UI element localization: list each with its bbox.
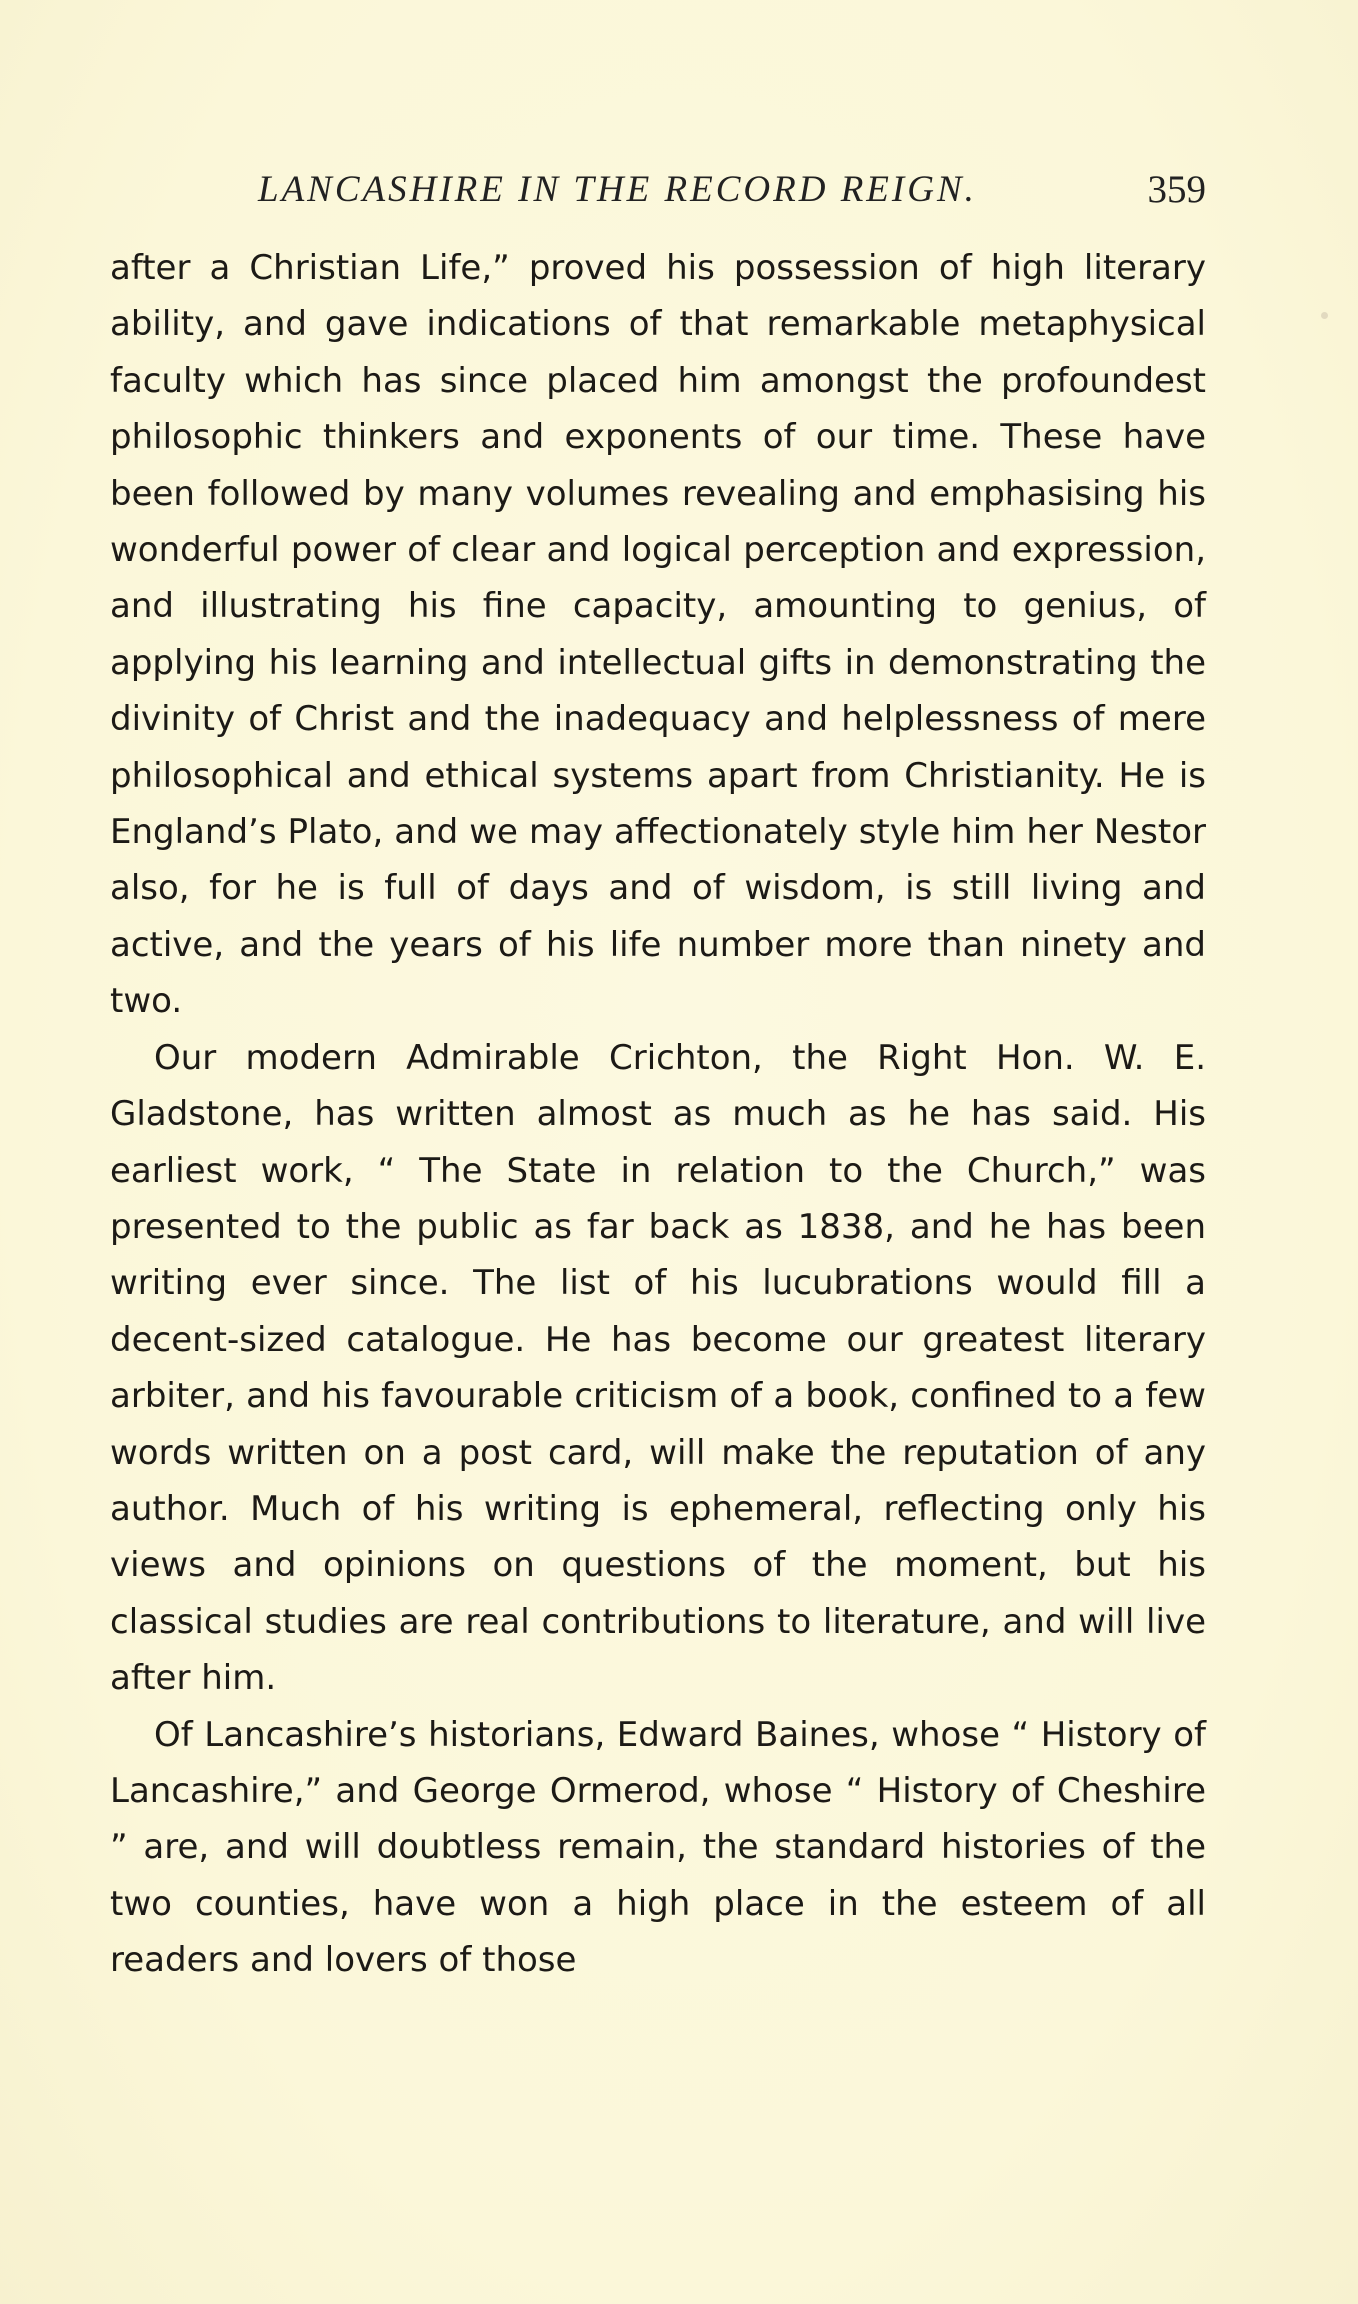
- paragraph-continued: after a Christian Life,” proved his possession of high literary ability, and gave indications of that remarkable metaphysical faculty which has since placed him amongst the profoundest philosophic thinkers and exponents of our time. These have been followed by many volumes revealing and emphasising his wonderful power of clear and logical perception and expression, and illustrating his fine capacity, amounting to genius, of applying his learning and intellectual gifts in demonstrating the divinity of Christ and the inadequacy and helplessness of mere philosophical and ethical systems apart from Christianity. He is England’s Plato, and we may affectionately style him her Nestor also, for he is full of days and of wisdom, is still living and active, and the years of his life number more than ninety and two.: [110, 248, 1206, 1022]
- paragraph-gladstone: Our modern Admirable Crichton, the Right Hon. W. E. Gladstone, has written almost as much as he has said. His earliest work, “ The State in relation to the Church,” was presented to the public as far back as 1838, and he has been writing ever since. The list of his lucubrations would fill a decent-sized catalogue. He has become our greatest literary arbiter, and his favourable criticism of a book, confined to a few words written on a post card, will make the reputation of any author. Much of his writing is ephemeral, reflecting only his views and opinions on questions of the moment, but his classical studies are real contributions to literature, and will live after him.: [110, 1037, 1206, 1699]
- running-title: LANCASHIRE IN THE RECORD REIGN.: [258, 169, 977, 210]
- body-text: [110, 240, 1206, 1989]
- running-header: [108, 160, 1206, 220]
- page-number: 359: [1147, 168, 1206, 211]
- paper-speck: [1321, 312, 1328, 319]
- paragraph-historians: Of Lancashire’s historians, Edward Baines, whose “ History of Lancashire,” and George Ormerod, whose “ History of Cheshire ” are, and will doubtless remain, the standard histories of the two counties, have won a high place in the esteem of all readers and lovers of those: [110, 1714, 1206, 1981]
